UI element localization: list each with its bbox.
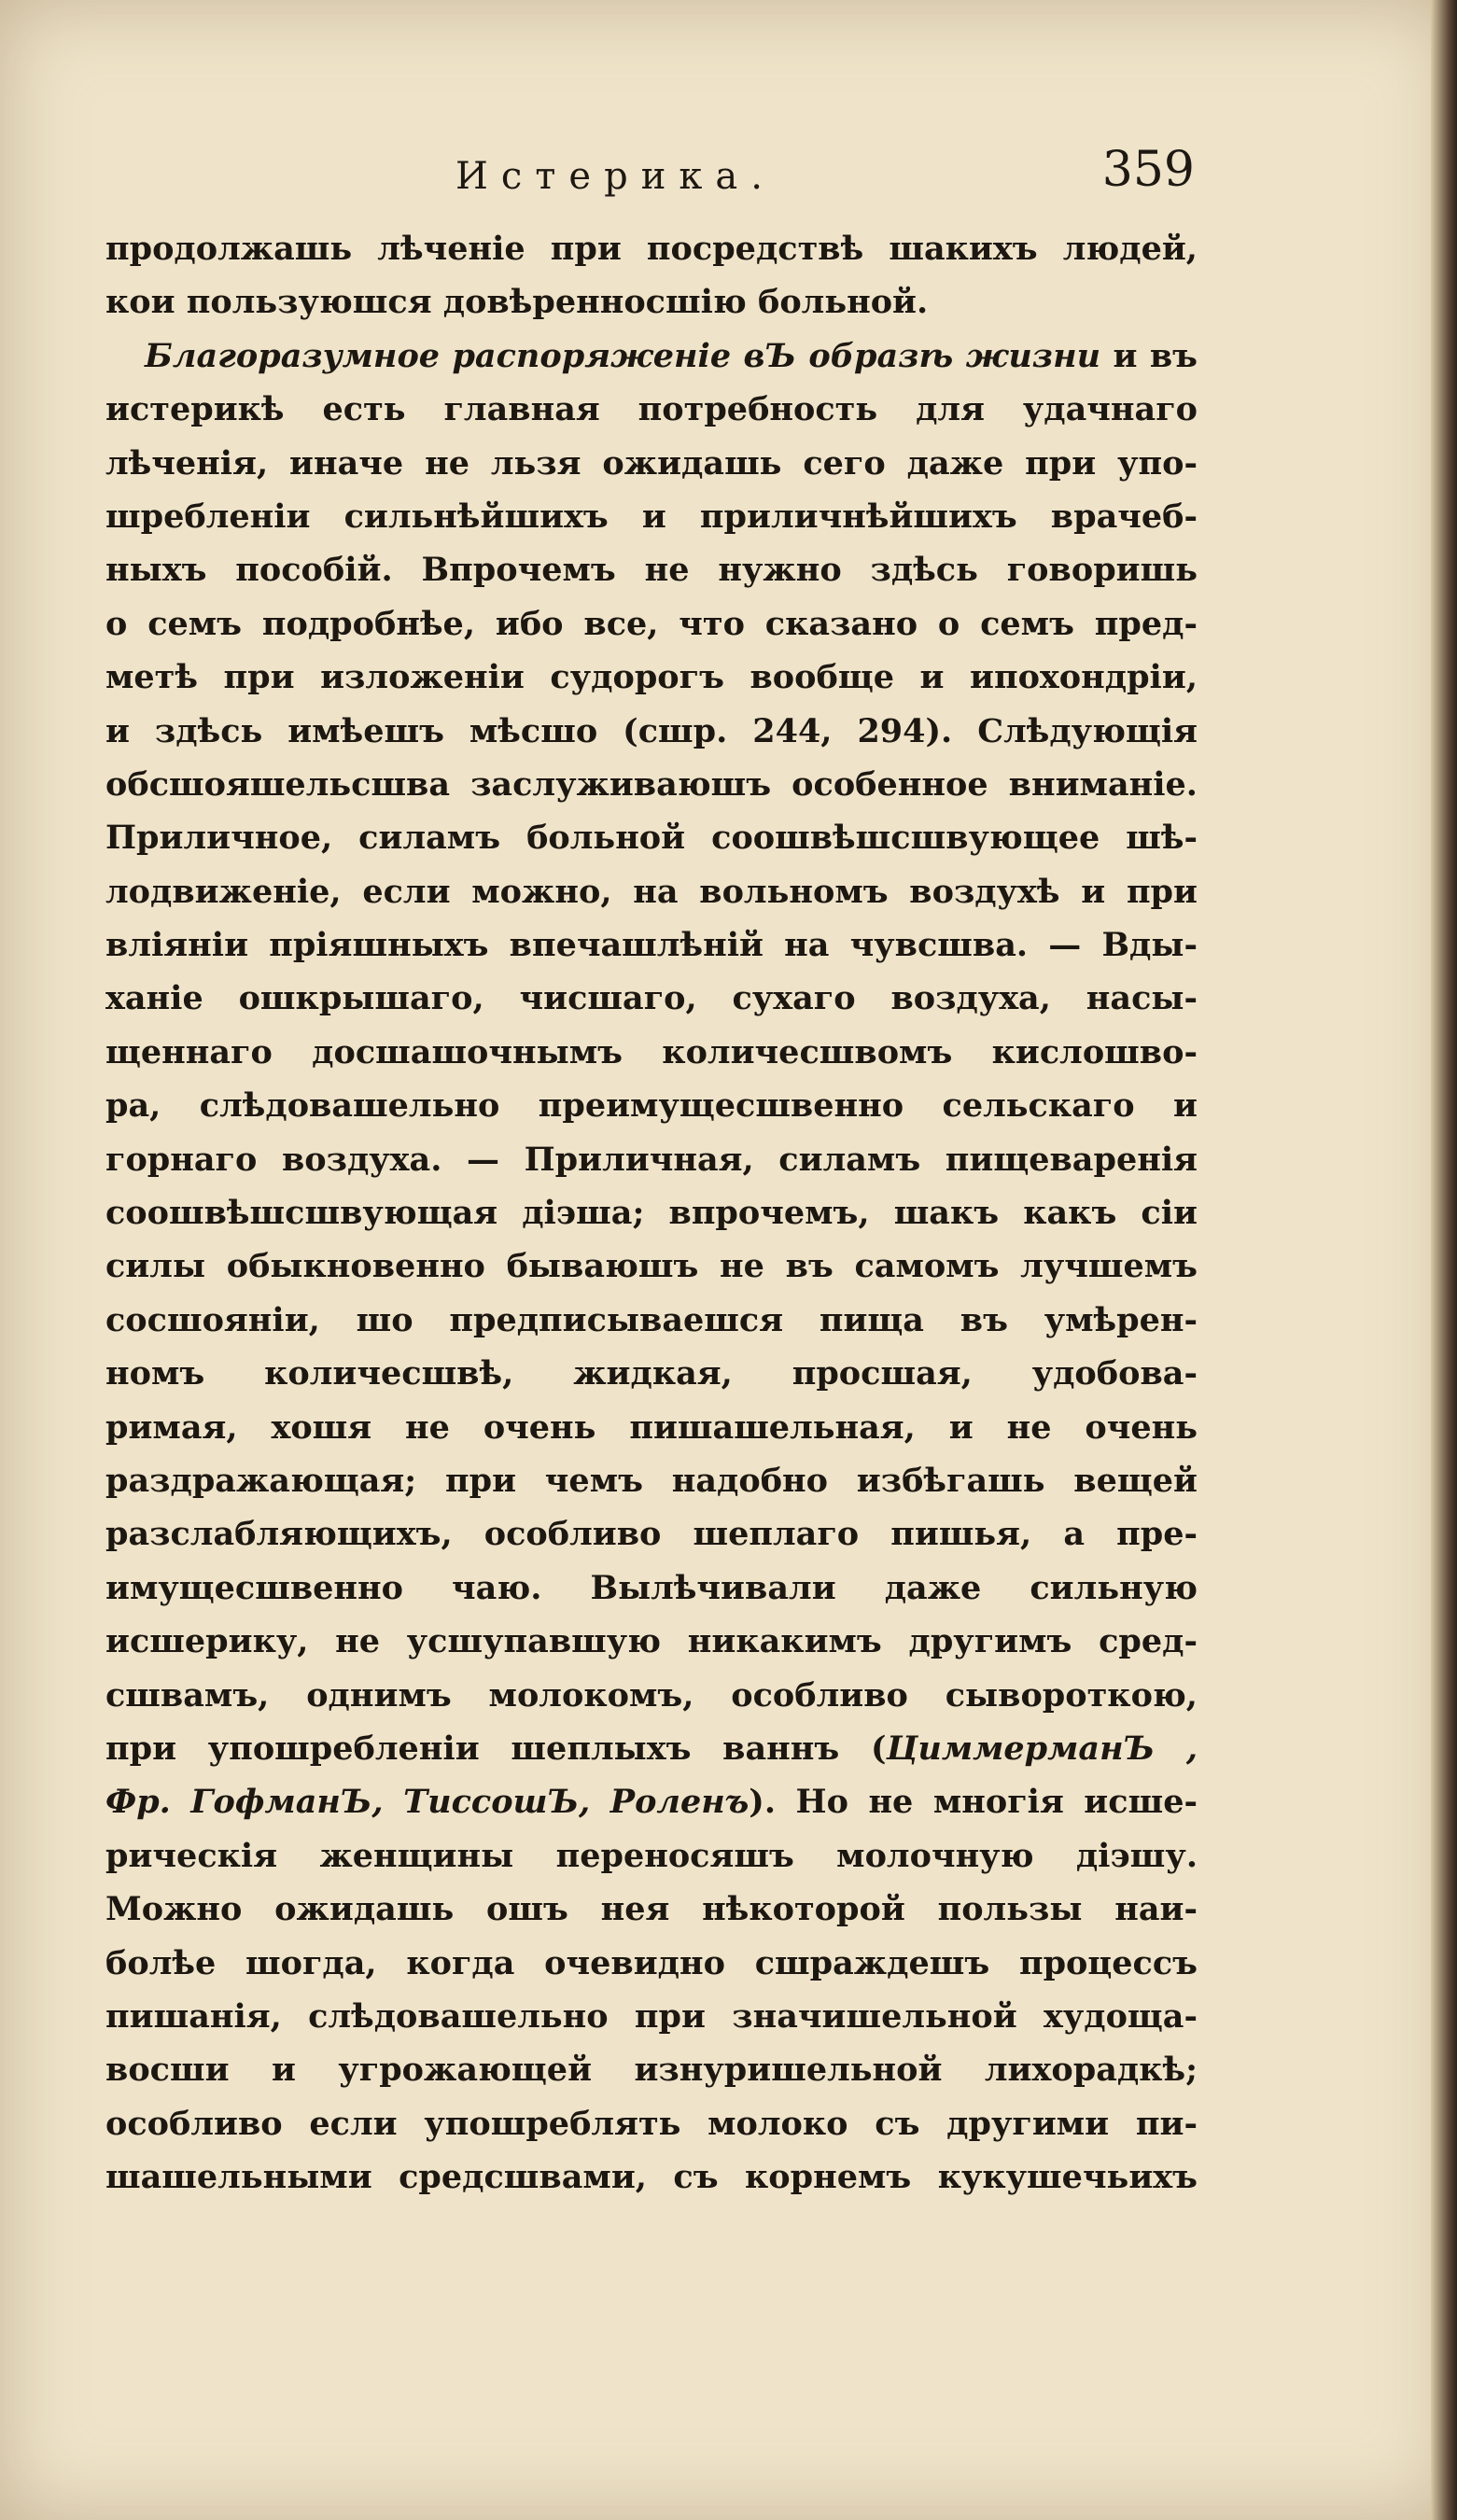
running-title: Истерика. <box>455 155 776 198</box>
text-line: сшвамъ, однимъ молокомъ, особливо сывороткою, <box>105 1675 1198 1715</box>
text-line: рическія женщины переносяшъ молочную діэшу. <box>105 1836 1198 1875</box>
page-header <box>103 138 1195 213</box>
page-number: 359 <box>1101 142 1195 198</box>
text-line: восши и угрожающей изнуришельной лихорадкѣ; <box>105 2051 1198 2090</box>
text-line: обсшояшельсшва заслуживаюшъ особенное вниманіе. <box>105 764 1198 804</box>
italic-phrase: ЦиммерманЪ , <box>886 1729 1198 1768</box>
italic-phrase: Благоразумное распоряженіе вЪ образѣ жизни <box>145 336 1101 375</box>
text-line: Фр. ГофманЪ, ТиссошЪ, Роленъ). Но не многія исше- <box>105 1783 1198 1822</box>
text-line: при упошребленіи шеплыхъ ваннъ (ЦиммерманЪ , <box>105 1729 1198 1768</box>
text-line: продолжашь лѣченіе при посредствѣ шакихъ людей, <box>105 230 1198 268</box>
text-line: горнаго воздуха. — Приличная, силамъ пищеваренія <box>105 1140 1198 1179</box>
text-line: истерикѣ есть главная потребность для удачнаго <box>105 390 1198 429</box>
text-line: силы обыкновенно бываюшъ не въ самомъ лучшемъ <box>105 1247 1198 1286</box>
text-line: шашельными средсшвами, съ корнемъ кукушечьихъ <box>105 2158 1198 2197</box>
text-line: Приличное, силамъ больной соошвѣшсшвующее шѣ- <box>105 819 1198 858</box>
text-line: пишанія, слѣдовашельно при значишельной худоща- <box>105 1996 1198 2036</box>
italic-phrase: Фр. ГофманЪ, ТиссошЪ, Роленъ <box>105 1783 750 1822</box>
text-line: номъ количесшвѣ, жидкая, просшая, удобова- <box>105 1354 1198 1393</box>
text-line: разслабляющихъ, особливо шеплаго пишья, а пре- <box>105 1515 1198 1554</box>
text-line: ра, слѣдовашельно преимущесшвенно сельскаго и <box>105 1086 1198 1126</box>
text-line: щеннаго досшашочнымъ количесшвомъ кислошво- <box>105 1032 1198 1071</box>
text-line: Можно ожидашь ошъ нея нѣкоторой пользы наи- <box>105 1890 1198 1929</box>
text-line: раздражающая; при чемъ надобно избѣгашь вещей <box>105 1461 1198 1500</box>
text-line: кои пользуюшся довѣренносшію больной. <box>105 283 929 322</box>
text-line: исшерику, не усшупавшую никакимъ другимъ сред- <box>105 1622 1198 1661</box>
text-line: и здѣсь имѣешъ мѣсшо (сшр. 244, 294). Слѣдующія <box>105 711 1198 750</box>
text-line: ханіе ошкрышаго, чисшаго, сухаго воздуха, насы- <box>105 979 1198 1018</box>
text-line: лодвиженіе, если можно, на вольномъ воздухѣ и при <box>105 872 1198 911</box>
text-line: соошвѣшсшвующая діэша; впрочемъ, шакъ какъ сіи <box>105 1194 1198 1233</box>
text-line: метѣ при изложеніи судорогъ вообще и ипохондріи, <box>105 658 1198 697</box>
text-line: римая, хошя не очень пишашельная, и не очень <box>105 1407 1198 1447</box>
body-text <box>105 222 1198 2204</box>
text-line: имущесшвенно чаю. Вылѣчивали даже сильную <box>105 1568 1198 1607</box>
text-line: болѣе шогда, когда очевидно сшраждешъ процессъ <box>105 1943 1198 1982</box>
text-line: о семъ подробнѣе, ибо все, что сказано о семъ пред- <box>105 604 1198 643</box>
text-line: шребленіи сильнѣйшихъ и приличнѣйшихъ врачеб- <box>105 497 1198 536</box>
text-line: особливо если упошреблять молоко съ другими пи- <box>105 2104 1198 2143</box>
text-line: вліяніи пріяшныхъ впечашлѣній на чувсшва. — Вды- <box>105 926 1198 965</box>
text-line: лѣченія, иначе не льзя ожидашь сего даже при упо- <box>105 443 1198 483</box>
text-line: Благоразумное распоряженіе вЪ образѣ жизни и въ <box>145 336 1198 375</box>
page-edge <box>1431 0 1457 2520</box>
text-line: ныхъ пособій. Впрочемъ не нужно здѣсь говоришь <box>105 551 1198 590</box>
text-line: сосшояніи, шо предписываешся пища въ умѣрен- <box>105 1300 1198 1339</box>
